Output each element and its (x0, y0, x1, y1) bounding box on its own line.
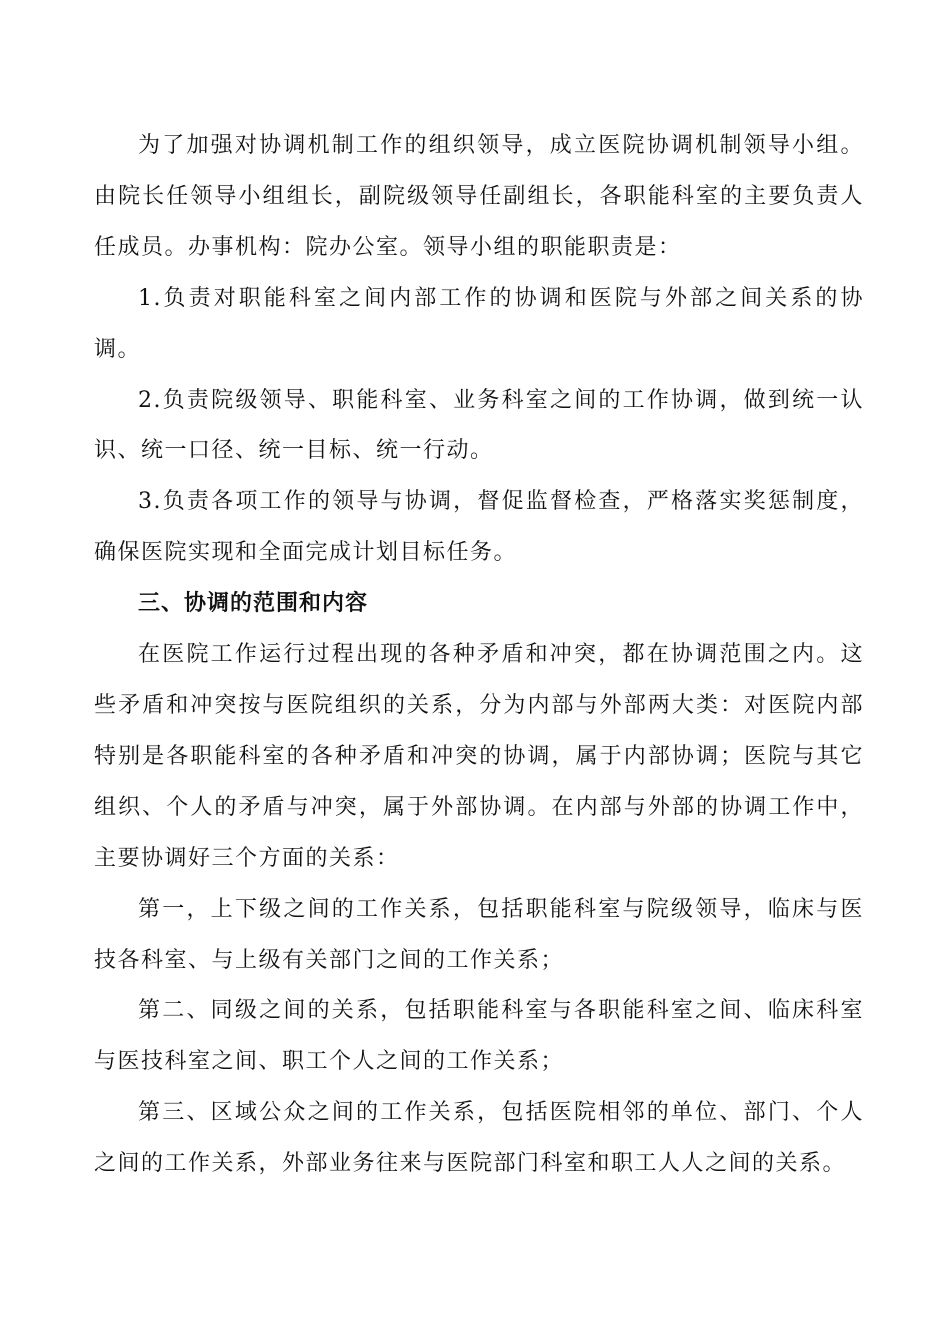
paragraph-relation-2: 第二、同级之间的关系，包括职能科室与各职能科室之间、临床科室与医技科室之间、职工个人之间的工作关系； (94, 998, 864, 1075)
paragraph-scope-intro: 在医院工作运行过程出现的各种矛盾和冲突，都在协调范围之内。这些矛盾和冲突按与医院组织的关系，分为内部与外部两大类：对医院内部特别是各职能科室的各种矛盾和冲突的协调，属于内部协调；医院与其它组织、个人的矛盾与冲突，属于外部协调。在内部与外部的协调工作中，主要协调好三个方面的关系： (94, 642, 864, 871)
section-heading-scope: 三、协调的范围和内容 (138, 591, 369, 617)
paragraph-relation-3: 第三、区域公众之间的工作关系，包括医院相邻的单位、部门、个人之间的工作关系，外部业务往来与医院部门科室和职工人人之间的关系。 (94, 1100, 864, 1177)
paragraph-duty-3: 3.负责各项工作的领导与协调，督促监督检查，严格落实奖惩制度，确保医院实现和全面完成计划目标任务。 (94, 489, 864, 566)
paragraph-duty-1: 1.负责对职能科室之间内部工作的协调和医院与外部之间关系的协调。 (94, 285, 864, 362)
paragraph-leadership-group: 为了加强对协调机制工作的组织领导，成立医院协调机制领导小组。由院长任领导小组组长，副院级领导任副组长，各职能科室的主要负责人任成员。办事机构：院办公室。领导小组的职能职责是： (94, 133, 864, 260)
document-body (94, 121, 864, 1190)
paragraph-relation-1: 第一，上下级之间的工作关系，包括职能科室与院级领导，临床与医技各科室、与上级有关部门之间的工作关系； (94, 896, 864, 973)
paragraph-duty-2: 2.负责院级领导、职能科室、业务科室之间的工作协调，做到统一认识、统一口径、统一目标、统一行动。 (94, 387, 864, 464)
